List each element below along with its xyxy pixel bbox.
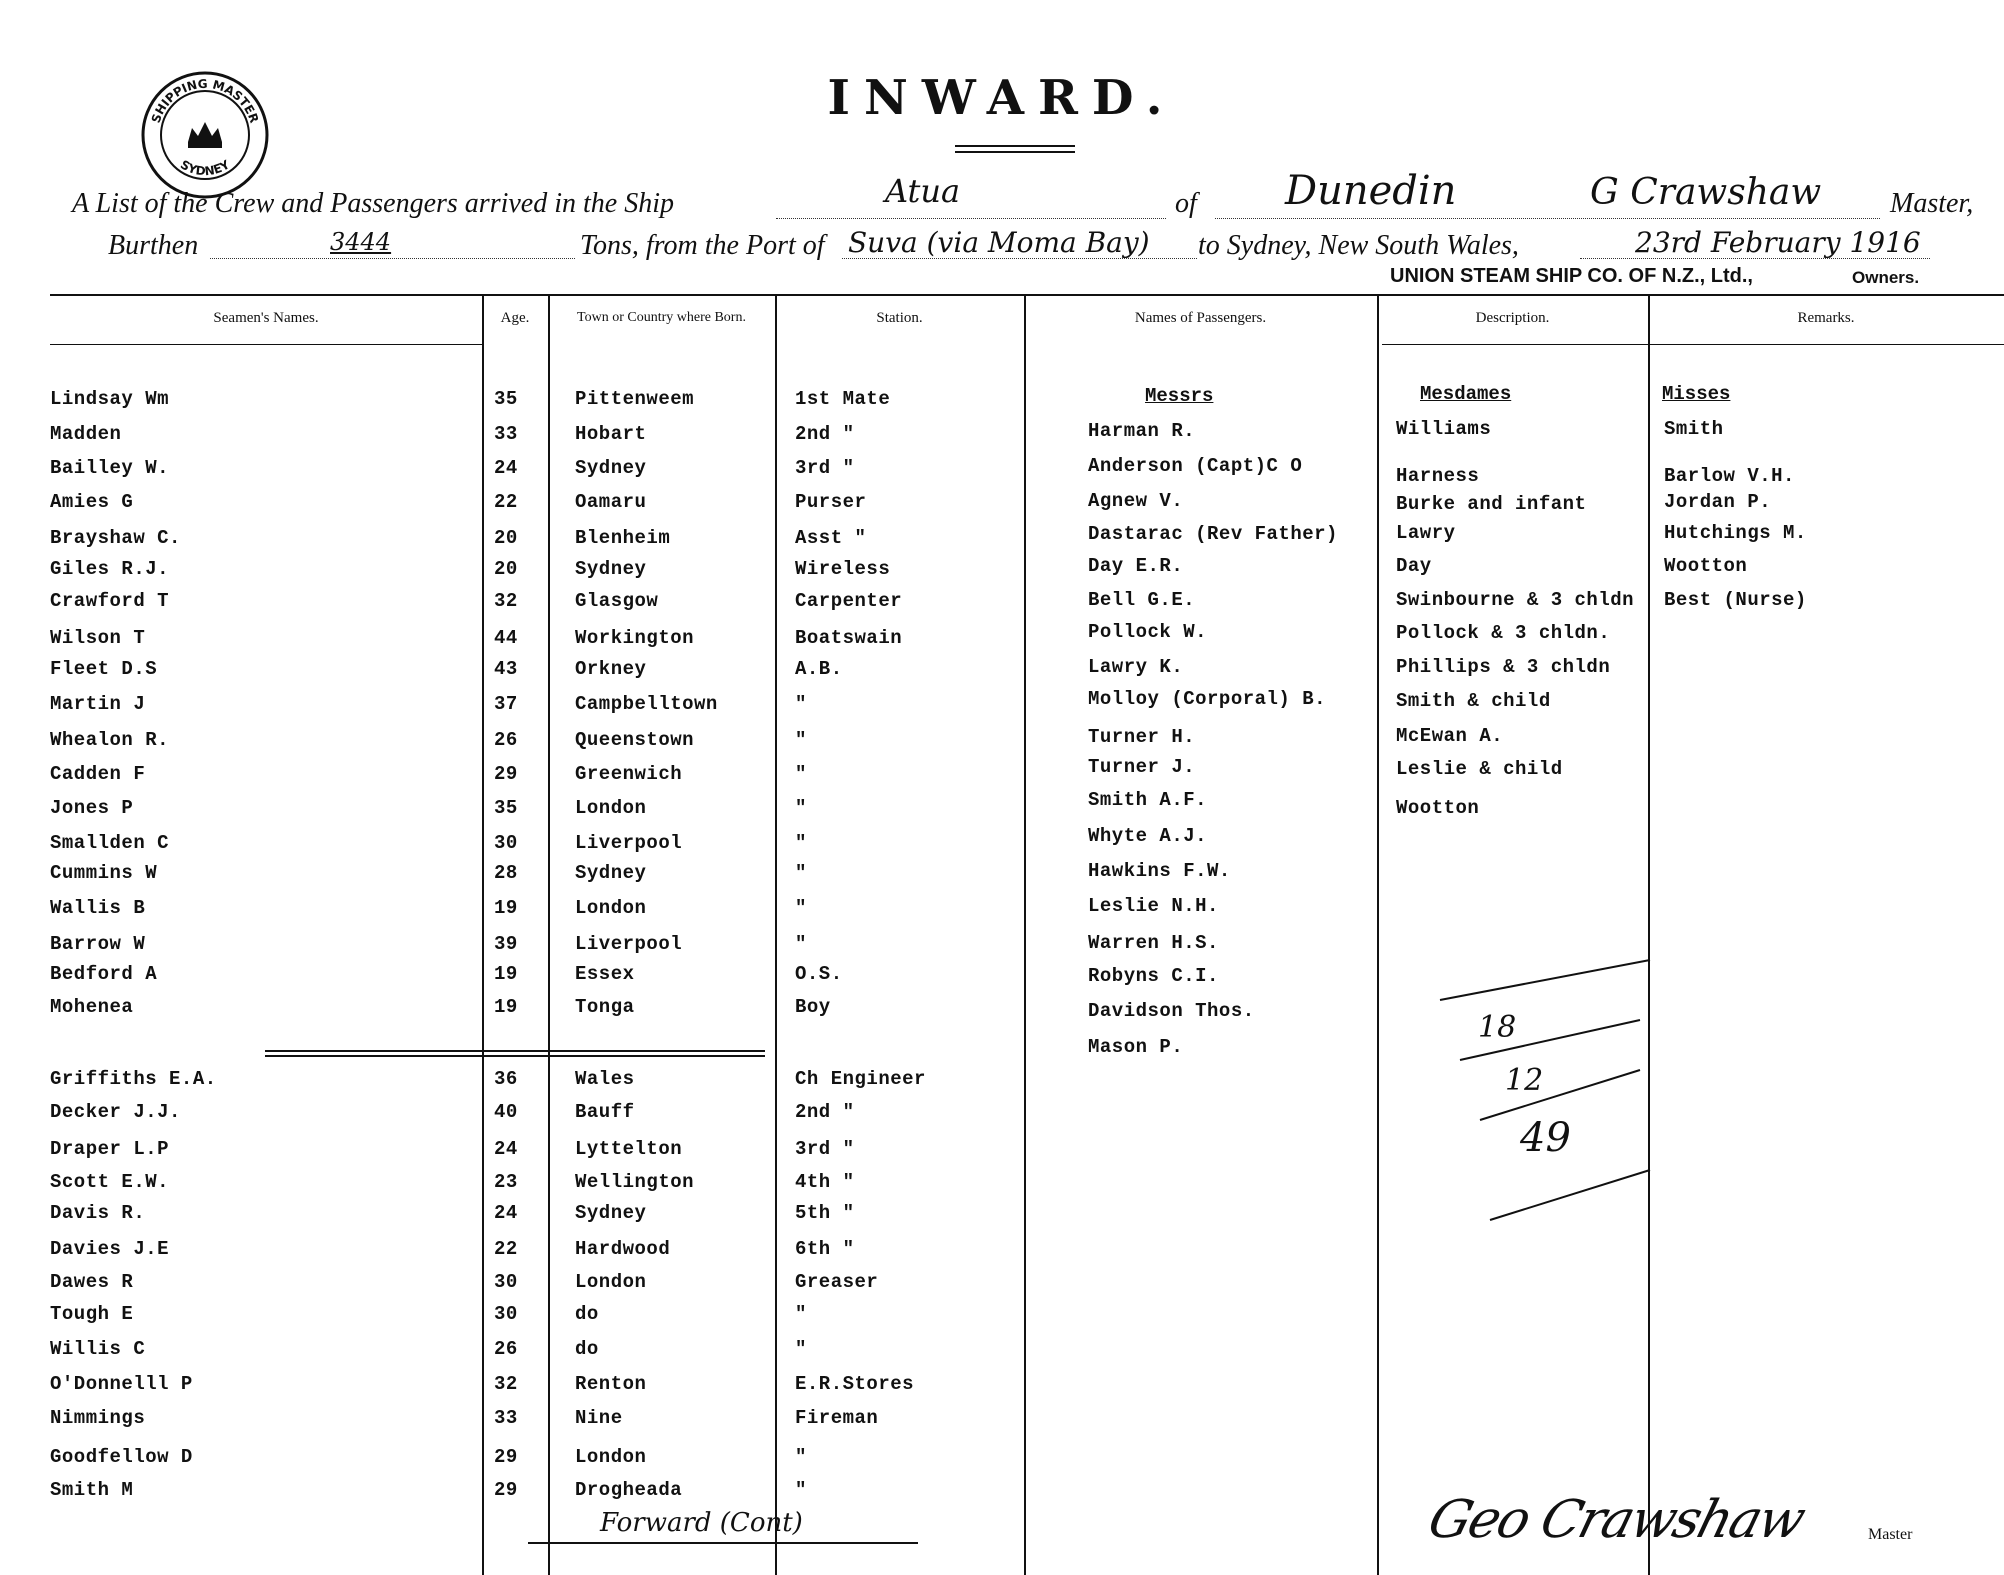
seaman-age: 24	[494, 457, 518, 479]
seaman-age: 29	[494, 763, 518, 785]
passenger-name: Hawkins F.W.	[1088, 860, 1231, 882]
seaman-name: Amies G	[50, 491, 134, 513]
passenger-name: Robyns C.I.	[1088, 965, 1219, 987]
master-label: Master,	[1890, 188, 1974, 219]
seaman-birthplace: Workington	[575, 627, 695, 649]
seaman-station: Asst "	[795, 527, 867, 549]
seaman-name: Wallis B	[50, 897, 146, 919]
seaman-station: 5th "	[795, 1202, 855, 1224]
passenger-name: Mason P.	[1088, 1036, 1184, 1058]
seaman-age: 44	[494, 627, 518, 649]
seaman-name: Smith M	[50, 1479, 134, 1501]
seaman-station: A.B.	[795, 658, 843, 680]
seaman-name: Bailley W.	[50, 457, 170, 479]
burthen-label: Burthen	[108, 230, 199, 261]
ship-fill-line	[776, 218, 1166, 219]
seaman-name: Lindsay Wm	[50, 388, 170, 410]
passenger-name: Day E.R.	[1088, 555, 1184, 577]
seaman-age: 26	[494, 729, 518, 751]
passenger-name: Anderson (Capt)C O	[1088, 455, 1303, 477]
seaman-name: Griffiths E.A.	[50, 1068, 217, 1090]
seaman-age: 19	[494, 963, 518, 985]
remarks-heading: Misses	[1662, 383, 1731, 405]
seaman-station: 3rd "	[795, 1138, 855, 1160]
seaman-name: Decker J.J.	[50, 1101, 181, 1123]
seaman-station: 6th "	[795, 1238, 855, 1260]
remarks-entry: Barlow V.H.	[1664, 465, 1795, 487]
seaman-birthplace: London	[575, 797, 647, 819]
description-entry: Leslie & child	[1396, 758, 1563, 780]
seaman-station: "	[795, 1303, 807, 1325]
section-rule	[265, 1050, 765, 1052]
seaman-station: 3rd "	[795, 457, 855, 479]
column-divider	[482, 296, 484, 1575]
passenger-name: Agnew V.	[1088, 490, 1184, 512]
seaman-name: Bedford A	[50, 963, 158, 985]
master-signature-label: Master	[1868, 1526, 1913, 1543]
seaman-name: Martin J	[50, 693, 146, 715]
seaman-birthplace: Hardwood	[575, 1238, 671, 1260]
port-fill-line	[1215, 218, 1880, 219]
passenger-name: Harman R.	[1088, 420, 1196, 442]
seaman-station: Fireman	[795, 1407, 879, 1429]
passenger-name: Whyte A.J.	[1088, 825, 1208, 847]
description-entry: Burke and infant	[1396, 493, 1587, 515]
seaman-birthplace: Sydney	[575, 457, 647, 479]
seaman-age: 19	[494, 996, 518, 1018]
seaman-age: 24	[494, 1202, 518, 1224]
seaman-birthplace: Blenheim	[575, 527, 671, 549]
description-entry: Wootton	[1396, 797, 1480, 819]
seaman-station: Greaser	[795, 1271, 879, 1293]
seaman-age: 40	[494, 1101, 518, 1123]
seaman-station: 4th "	[795, 1171, 855, 1193]
seaman-name: Fleet D.S	[50, 658, 158, 680]
col-remarks: Remarks.	[1797, 310, 1855, 326]
seaman-birthplace: Nine	[575, 1407, 623, 1429]
col-passengers: Names of Passengers.	[1134, 310, 1267, 326]
description-entry: Swinbourne & 3 chldn	[1396, 589, 1635, 611]
seaman-station: "	[795, 897, 807, 919]
port-of-registry: Dunedin	[1285, 168, 1457, 214]
seaman-name: Davis R.	[50, 1202, 146, 1224]
seaman-age: 30	[494, 832, 518, 854]
seaman-station: "	[795, 763, 807, 785]
seaman-birthplace: Sydney	[575, 862, 647, 884]
ship-name: Atua	[885, 172, 961, 210]
column-divider	[1024, 296, 1026, 1575]
passenger-name: Turner J.	[1088, 756, 1196, 778]
seaman-name: Jones P	[50, 797, 134, 819]
page-title: INWARD.	[827, 70, 1177, 126]
passenger-name: Lawry K.	[1088, 656, 1184, 678]
seaman-age: 33	[494, 1407, 518, 1429]
seaman-birthplace: Bauff	[575, 1101, 635, 1123]
seaman-birthplace: Lyttelton	[575, 1138, 683, 1160]
passenger-name: Warren H.S.	[1088, 932, 1219, 954]
seaman-age: 35	[494, 797, 518, 819]
seaman-station: Carpenter	[795, 590, 903, 612]
seaman-age: 32	[494, 590, 518, 612]
seaman-station: "	[795, 693, 807, 715]
col-seamen: Seamen's Names.	[213, 310, 319, 326]
seaman-station: Ch Engineer	[795, 1068, 926, 1090]
passenger-name: Davidson Thos.	[1088, 1000, 1255, 1022]
svg-text:SHIPPING MASTER: SHIPPING MASTER	[148, 76, 262, 125]
seaman-birthplace: Sydney	[575, 1202, 647, 1224]
seaman-station: 2nd "	[795, 423, 855, 445]
seaman-age: 30	[494, 1271, 518, 1293]
table-top-rule	[50, 294, 2004, 296]
passengers-heading: Messrs	[1145, 385, 1214, 407]
seaman-station: 2nd "	[795, 1101, 855, 1123]
title-rule	[955, 145, 1075, 147]
master-signature: Geo Crawshaw	[1421, 1490, 1811, 1550]
seaman-name: Barrow W	[50, 933, 146, 955]
tally-value: 49	[1520, 1115, 1571, 1161]
tons-label: Tons, from the Port of	[580, 230, 825, 261]
burthen-fill-line	[210, 258, 575, 259]
remarks-entry: Wootton	[1664, 555, 1748, 577]
seaman-name: Wilson T	[50, 627, 146, 649]
section-rule	[265, 1055, 765, 1057]
description-entry: Williams	[1396, 418, 1492, 440]
col-description: Description.	[1475, 310, 1550, 326]
description-entry: Lawry	[1396, 522, 1456, 544]
column-divider	[1377, 296, 1379, 1575]
date: 23rd February 1916	[1635, 226, 1921, 259]
seaman-station: 1st Mate	[795, 388, 891, 410]
description-entry: McEwan A.	[1396, 725, 1504, 747]
seaman-birthplace: Liverpool	[575, 933, 683, 955]
seaman-birthplace: do	[575, 1338, 599, 1360]
seaman-age: 20	[494, 527, 518, 549]
passenger-name: Leslie N.H.	[1088, 895, 1219, 917]
description-entry: Smith & child	[1396, 690, 1551, 712]
seaman-station: Purser	[795, 491, 867, 513]
seaman-station: "	[795, 797, 807, 819]
seaman-name: Brayshaw C.	[50, 527, 181, 549]
seaman-age: 23	[494, 1171, 518, 1193]
seaman-age: 24	[494, 1138, 518, 1160]
col-age: Age.	[500, 310, 530, 326]
seaman-age: 33	[494, 423, 518, 445]
seaman-birthplace: Sydney	[575, 558, 647, 580]
seaman-birthplace: Greenwich	[575, 763, 683, 785]
seaman-birthplace: Queenstown	[575, 729, 695, 751]
seaman-station: Boatswain	[795, 627, 903, 649]
description-entry: Harness	[1396, 465, 1480, 487]
passenger-name: Molloy (Corporal) B.	[1088, 688, 1327, 710]
seaman-station: Boy	[795, 996, 831, 1018]
column-divider	[548, 296, 550, 1575]
forward-rule	[528, 1542, 918, 1544]
seaman-age: 35	[494, 388, 518, 410]
seaman-birthplace: Liverpool	[575, 832, 683, 854]
seaman-station: "	[795, 933, 807, 955]
seaman-birthplace: Glasgow	[575, 590, 659, 612]
remarks-entry: Best (Nurse)	[1664, 589, 1807, 611]
seaman-name: Draper L.P	[50, 1138, 170, 1160]
description-entry: Day	[1396, 555, 1432, 577]
seaman-name: Davies J.E	[50, 1238, 170, 1260]
seaman-station: "	[795, 1338, 807, 1360]
seaman-station: "	[795, 1446, 807, 1468]
seaman-name: Smallden C	[50, 832, 170, 854]
seaman-age: 22	[494, 1238, 518, 1260]
remarks-entry: Smith	[1664, 418, 1724, 440]
seaman-age: 29	[494, 1446, 518, 1468]
seaman-birthplace: Pittenweem	[575, 388, 695, 410]
seaman-age: 20	[494, 558, 518, 580]
seaman-station: "	[795, 1479, 807, 1501]
description-heading: Mesdames	[1420, 383, 1512, 405]
header-bottom-rule	[50, 344, 482, 345]
header-bottom-rule	[1382, 344, 2004, 345]
seaman-name: Scott E.W.	[50, 1171, 170, 1193]
remarks-entry: Jordan P.	[1664, 491, 1772, 513]
owners-label: Owners.	[1852, 268, 1920, 287]
to-label: to Sydney, New South Wales,	[1198, 230, 1519, 261]
header-line1-label: A List of the Crew and Passengers arrived in the Ship	[72, 188, 674, 219]
seaman-station: "	[795, 862, 807, 884]
seaman-name: O'Donnelll P	[50, 1373, 193, 1395]
seaman-name: Goodfellow D	[50, 1446, 193, 1468]
seaman-age: 30	[494, 1303, 518, 1325]
description-entry: Pollock & 3 chldn.	[1396, 622, 1611, 644]
remarks-entry: Hutchings M.	[1664, 522, 1807, 544]
seaman-birthplace: Wales	[575, 1068, 635, 1090]
column-divider	[775, 296, 777, 1575]
seaman-birthplace: Oamaru	[575, 491, 647, 513]
seaman-age: 32	[494, 1373, 518, 1395]
seaman-age: 28	[494, 862, 518, 884]
seaman-age: 36	[494, 1068, 518, 1090]
seaman-age: 22	[494, 491, 518, 513]
seaman-birthplace: Drogheada	[575, 1479, 683, 1501]
of-label: of	[1175, 188, 1197, 219]
passenger-name: Bell G.E.	[1088, 589, 1196, 611]
seaman-name: Dawes R	[50, 1271, 134, 1293]
seaman-name: Cadden F	[50, 763, 146, 785]
seaman-age: 39	[494, 933, 518, 955]
master-name: G Crawshaw	[1590, 172, 1822, 213]
passenger-name: Pollock W.	[1088, 621, 1208, 643]
burthen-value: 3444	[330, 228, 392, 256]
seaman-birthplace: London	[575, 897, 647, 919]
col-born: Town or Country where Born.	[577, 310, 746, 325]
seaman-birthplace: Wellington	[575, 1171, 695, 1193]
seaman-name: Madden	[50, 423, 122, 445]
seaman-age: 26	[494, 1338, 518, 1360]
seaman-name: Cummins W	[50, 862, 158, 884]
forward-note: Forward (Cont)	[600, 1508, 803, 1538]
seaman-station: "	[795, 729, 807, 751]
passenger-name: Smith A.F.	[1088, 789, 1208, 811]
owners: UNION STEAM SHIP CO. OF N.Z., Ltd.,	[1390, 265, 1753, 287]
title-rule	[955, 151, 1075, 153]
seaman-name: Willis C	[50, 1338, 146, 1360]
seaman-name: Mohenea	[50, 996, 134, 1018]
seaman-age: 19	[494, 897, 518, 919]
seaman-station: E.R.Stores	[795, 1373, 915, 1395]
svg-text:SYDNEY: SYDNEY	[177, 157, 233, 179]
seaman-birthplace: London	[575, 1271, 647, 1293]
seaman-age: 37	[494, 693, 518, 715]
seaman-birthplace: Tonga	[575, 996, 635, 1018]
seaman-age: 43	[494, 658, 518, 680]
seaman-station: Wireless	[795, 558, 891, 580]
seaman-birthplace: London	[575, 1446, 647, 1468]
seaman-station: "	[795, 832, 807, 854]
seaman-name: Crawford T	[50, 590, 170, 612]
seaman-birthplace: Orkney	[575, 658, 647, 680]
from-port: Suva (via Moma Bay)	[848, 226, 1150, 259]
passenger-name: Turner H.	[1088, 726, 1196, 748]
seaman-birthplace: Renton	[575, 1373, 647, 1395]
seaman-birthplace: Campbelltown	[575, 693, 718, 715]
seaman-age: 29	[494, 1479, 518, 1501]
tally-value: 12	[1505, 1063, 1544, 1098]
seaman-birthplace: Hobart	[575, 423, 647, 445]
column-divider	[1648, 296, 1650, 1575]
tally-value: 18	[1478, 1010, 1517, 1045]
seaman-name: Nimmings	[50, 1407, 146, 1429]
col-station: Station.	[876, 310, 923, 326]
description-entry: Phillips & 3 chldn	[1396, 656, 1611, 678]
seaman-station: O.S.	[795, 963, 843, 985]
seaman-name: Whealon R.	[50, 729, 170, 751]
passenger-name: Dastarac (Rev Father)	[1088, 523, 1338, 545]
seaman-birthplace: Essex	[575, 963, 635, 985]
seaman-name: Tough E	[50, 1303, 134, 1325]
seaman-birthplace: do	[575, 1303, 599, 1325]
seaman-name: Giles R.J.	[50, 558, 170, 580]
